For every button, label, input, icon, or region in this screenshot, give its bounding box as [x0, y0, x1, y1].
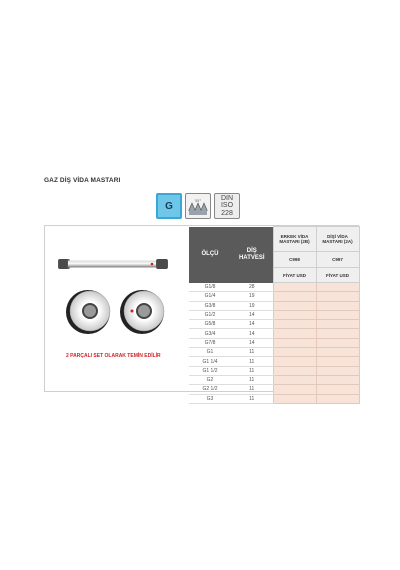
table-row: [189, 329, 359, 338]
table-row: [189, 366, 359, 375]
table-row: [189, 310, 359, 319]
male-price-cell: [273, 394, 316, 403]
svg-text:55°: 55°: [194, 199, 202, 203]
pitch-cell: 11: [231, 385, 273, 394]
male-price-cell: [273, 329, 316, 338]
female-price-cell: [316, 394, 359, 403]
size-cell: G1/2: [189, 310, 231, 319]
pitch-cell: 14: [231, 310, 273, 319]
size-cell: G3/8: [189, 301, 231, 310]
din-iso-228-badge: [214, 193, 240, 219]
pitch-cell: 19: [231, 301, 273, 310]
female-price-cell: [316, 283, 359, 292]
col-header-female: [316, 227, 359, 252]
table-row: [189, 375, 359, 384]
table-row: [189, 357, 359, 366]
gas-thread-badge: G: [156, 193, 182, 219]
pitch-cell: 19: [231, 292, 273, 301]
female-price-cell: [316, 385, 359, 394]
gauge-size-table: [189, 226, 360, 404]
female-price-cell: [316, 338, 359, 347]
female-code: C997: [316, 251, 359, 268]
female-price-cell: [316, 292, 359, 301]
size-cell: G5/8: [189, 320, 231, 329]
table-row: [189, 394, 359, 403]
male-code: C998: [273, 251, 316, 268]
table-row: [189, 385, 359, 394]
female-price-cell: [316, 375, 359, 384]
pitch-cell: 11: [231, 366, 273, 375]
ring-gauge-go-image: [66, 290, 110, 334]
din-line-2: ISO: [220, 202, 234, 210]
female-price-header: FİYAT USD: [316, 268, 359, 283]
size-cell: G1: [189, 348, 231, 357]
standard-badges: [156, 193, 240, 219]
pitch-cell: 11: [231, 348, 273, 357]
pitch-line-2: HATVESİ: [238, 254, 265, 261]
product-images: [44, 225, 188, 392]
female-line-2: MASTARI (2A): [322, 238, 353, 244]
male-line-1: ERKEK VİDA: [280, 233, 309, 239]
set-caption: 2 PARÇALI SET OLARAK TEMİN EDİLİR: [66, 353, 161, 359]
table-row: [189, 320, 359, 329]
size-cell: G1 1/2: [189, 366, 231, 375]
male-price-cell: [273, 292, 316, 301]
page-title: GAZ DİŞ VİDA MASTARI: [44, 177, 121, 184]
male-line-2: MASTARI (2B): [279, 238, 310, 244]
size-cell: G2 1/2: [189, 385, 231, 394]
male-price-cell: [273, 375, 316, 384]
table-row: [189, 292, 359, 301]
pitch-cell: 14: [231, 338, 273, 347]
plug-gauge-image: [58, 259, 168, 269]
female-price-cell: [316, 301, 359, 310]
ring-gauge-nogo-image: [120, 290, 164, 334]
male-price-cell: [273, 320, 316, 329]
din-line-1: DIN: [220, 194, 234, 202]
size-cell: G3/4: [189, 329, 231, 338]
pitch-cell: 11: [231, 375, 273, 384]
female-price-cell: [316, 320, 359, 329]
male-price-cell: [273, 357, 316, 366]
female-price-cell: [316, 329, 359, 338]
col-header-male: [273, 227, 316, 252]
size-cell: G3: [189, 394, 231, 403]
pitch-cell: 28: [231, 283, 273, 292]
male-price-cell: [273, 348, 316, 357]
female-price-cell: [316, 348, 359, 357]
table-row: [189, 338, 359, 347]
col-header-size: ÖLÇÜ: [189, 227, 231, 283]
female-line-1: DİŞİ VİDA: [327, 233, 348, 239]
table-row: [189, 301, 359, 310]
table-row: [189, 348, 359, 357]
male-price-cell: [273, 310, 316, 319]
pitch-cell: 14: [231, 320, 273, 329]
male-price-cell: [273, 338, 316, 347]
size-cell: G1/4: [189, 292, 231, 301]
male-price-cell: [273, 283, 316, 292]
din-line-3: 228: [221, 209, 233, 217]
table-row: [189, 283, 359, 292]
col-header-pitch: [231, 227, 273, 283]
size-cell: G1/8: [189, 283, 231, 292]
male-price-cell: [273, 301, 316, 310]
female-price-cell: [316, 366, 359, 375]
thread-profile-icon: [185, 193, 211, 219]
pitch-line-1: DİŞ: [246, 247, 257, 254]
size-cell: G7/8: [189, 338, 231, 347]
female-price-cell: [316, 357, 359, 366]
male-price-cell: [273, 385, 316, 394]
size-cell: G1 1/4: [189, 357, 231, 366]
female-price-cell: [316, 310, 359, 319]
male-price-cell: [273, 366, 316, 375]
pitch-cell: 11: [231, 357, 273, 366]
pitch-cell: 11: [231, 394, 273, 403]
size-cell: G2: [189, 375, 231, 384]
male-price-header: FİYAT USD: [273, 268, 316, 283]
pitch-cell: 14: [231, 329, 273, 338]
